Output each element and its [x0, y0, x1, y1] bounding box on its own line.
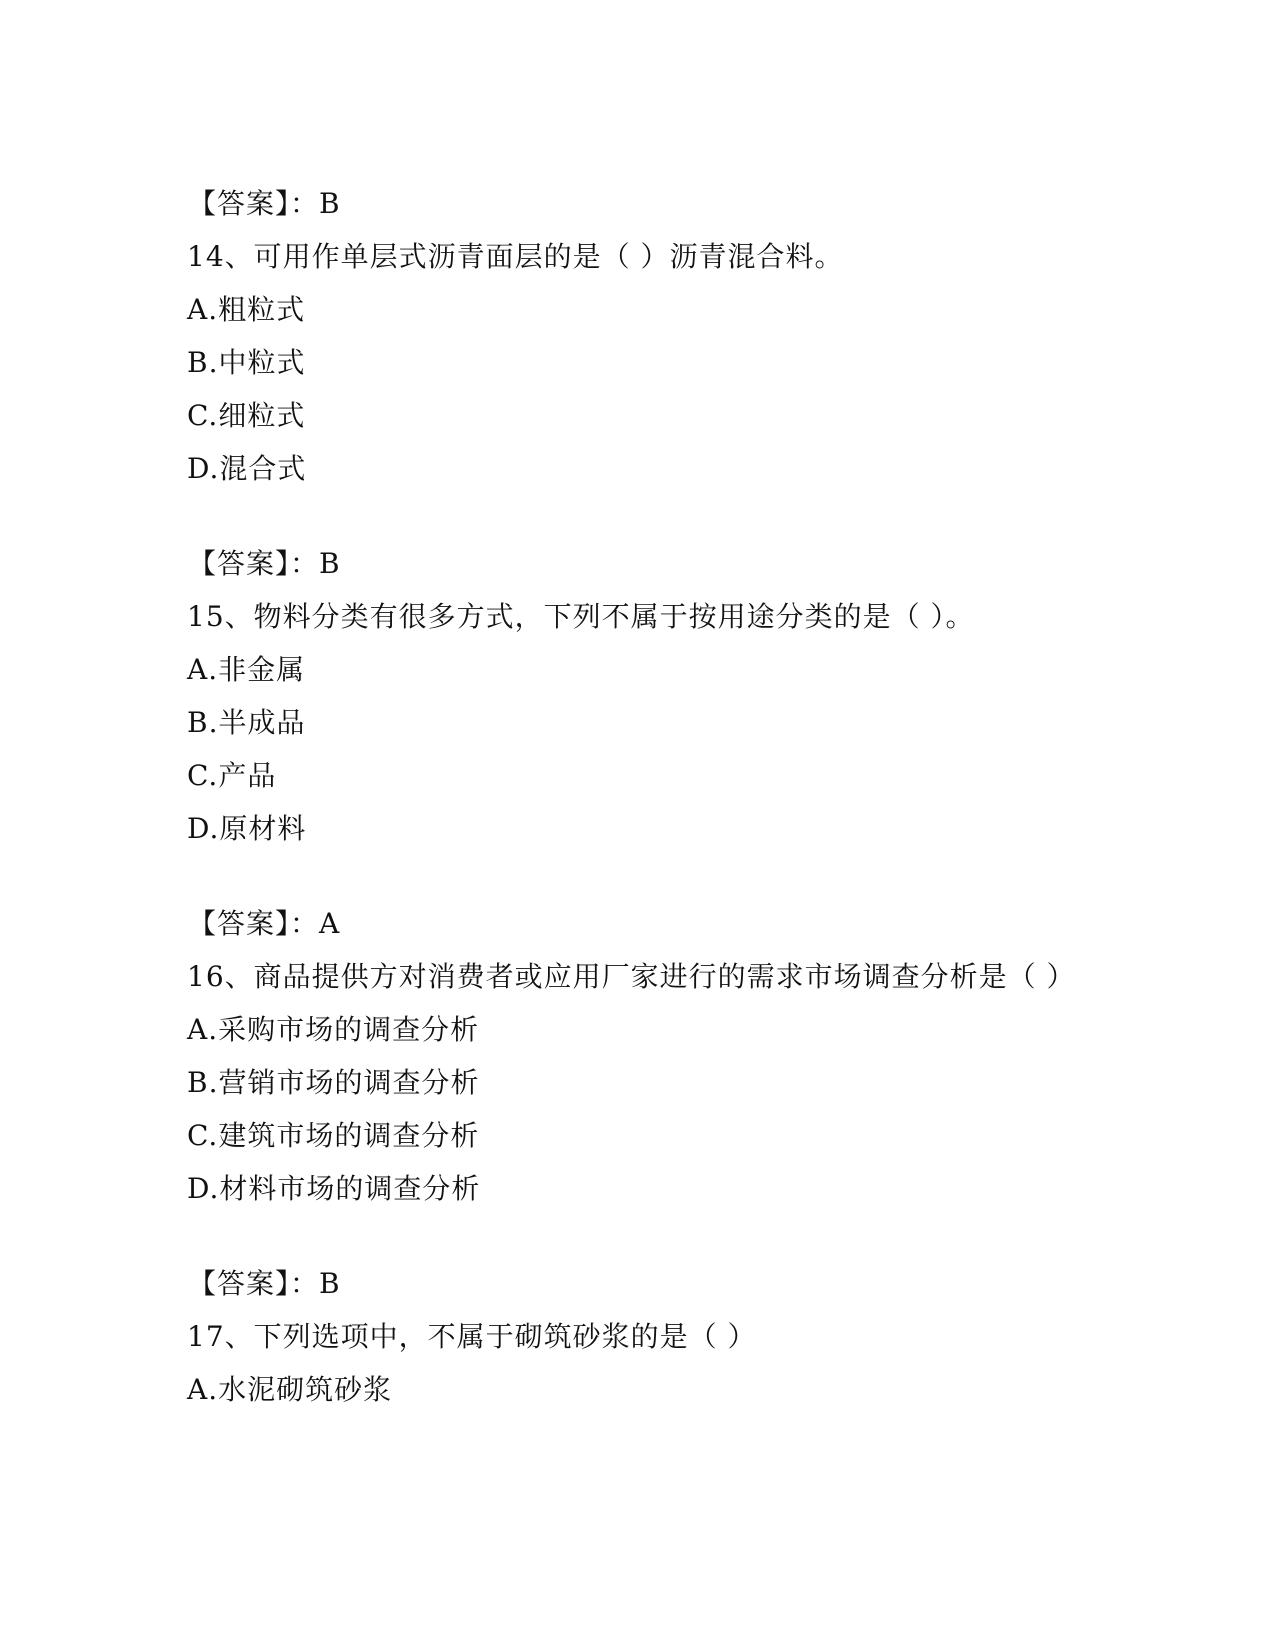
answer-line: 【答案】：B: [188, 1267, 341, 1300]
answer-line: 【答案】：B: [188, 187, 341, 220]
option-d: D.混合式: [187, 452, 307, 485]
option-a: A.采购市场的调查分析: [187, 1013, 480, 1046]
question-text: 17、下列选项中，不属于砌筑砂浆的是（ ）: [187, 1320, 757, 1353]
option-c: C.细粒式: [187, 399, 306, 432]
option-d: D.原材料: [187, 812, 307, 845]
option-b: B.中粒式: [187, 346, 306, 379]
option-c: C.产品: [187, 759, 277, 792]
answer-line: 【答案】：B: [188, 547, 341, 580]
option-a: A.粗粒式: [187, 293, 306, 326]
option-b: B.半成品: [187, 706, 306, 739]
question-text: 14、可用作单层式沥青面层的是（ ）沥青混合料。: [187, 240, 844, 273]
question-text: 15、物料分类有很多方式，下列不属于按用途分类的是（ ）。: [187, 600, 975, 633]
option-c: C.建筑市场的调查分析: [187, 1119, 480, 1152]
option-a: A.水泥砌筑砂浆: [187, 1373, 393, 1406]
option-a: A.非金属: [187, 653, 306, 686]
option-b: B.营销市场的调查分析: [187, 1066, 480, 1099]
option-d: D.材料市场的调查分析: [187, 1172, 481, 1205]
question-text: 16、商品提供方对消费者或应用厂家进行的需求市场调查分析是（ ）: [187, 960, 1076, 993]
answer-line: 【答案】：A: [188, 907, 341, 940]
